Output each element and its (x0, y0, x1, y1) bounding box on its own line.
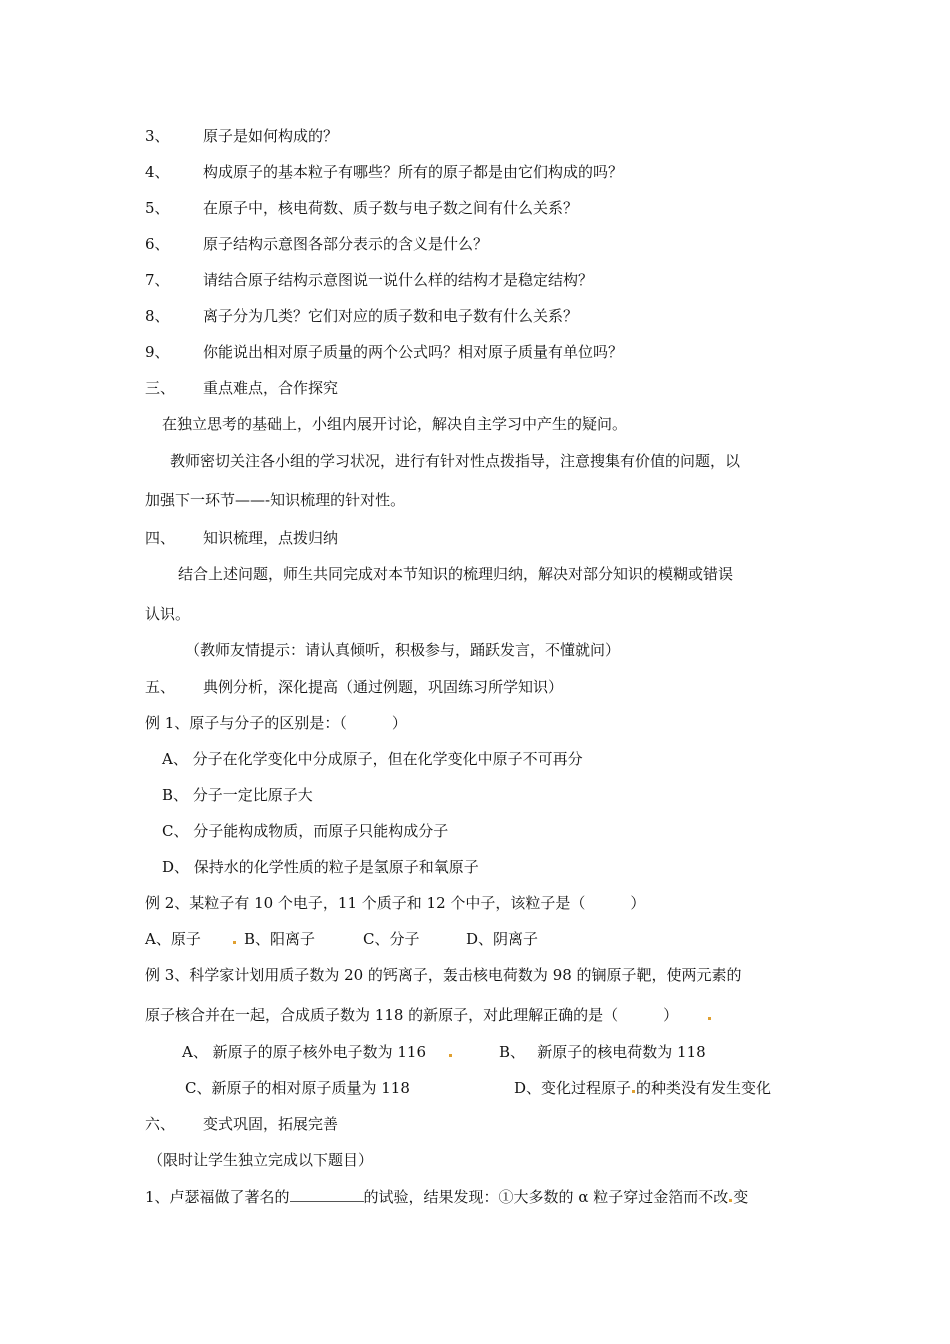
exercise-1 (145, 1187, 748, 1207)
question-text: 离子分为几类？它们对应的质子数和电子数有什么关系？ (203, 307, 579, 325)
option-d-part-1: D、变化过程原子 (514, 1079, 632, 1097)
mark-dot (729, 1199, 732, 1202)
example-3-option-c: C、新原子的相对原子质量为 118 (185, 1079, 410, 1097)
example-3-stem-line-2: 原子核合并在一起，合成质子数为 118 的新原子，对此理解正确的是（ ） (145, 1006, 679, 1024)
paragraph: （限时让学生独立完成以下题目） (148, 1151, 374, 1169)
answer-blank[interactable] (290, 1189, 364, 1202)
example-3-option-a: A、 新原子的原子核外电子数为 116 (182, 1043, 427, 1061)
question-number: 8、 (145, 307, 170, 325)
mark-dot (632, 1090, 635, 1093)
question-text: 请结合原子结构示意图说一说什么样的结构才是稳定结构？ (203, 271, 594, 289)
example-2-option-a: A、原子 (145, 930, 201, 948)
paragraph: 加强下一环节——-知识梳理的针对性。 (145, 491, 406, 509)
paragraph: 教师密切关注各小组的学习状况，进行有针对性点拨指导，注意搜集有价值的问题，以 (170, 452, 741, 470)
question-text: 在原子中，核电荷数、质子数与电子数之间有什么关系？ (203, 199, 579, 217)
teacher-tip: （教师友情提示：请认真倾听，积极参与，踊跃发言，不懂就问） (185, 641, 621, 659)
example-3-option-d (514, 1078, 771, 1098)
question-number: 5、 (145, 199, 170, 217)
section-number: 六、 (145, 1115, 176, 1133)
section-title: 知识梳理，点拨归纳 (203, 529, 339, 547)
question-text: 原子结构示意图各部分表示的含义是什么？ (203, 235, 489, 253)
mark-dot (448, 1042, 453, 1062)
example-2-option-c: C、分子 (363, 930, 420, 948)
example-2-option-b: B、阳离子 (244, 930, 316, 948)
example-3-option-b: B、 新原子的核电荷数为 118 (499, 1043, 706, 1061)
example-1-option-b: B、 分子一定比原子大 (162, 786, 313, 804)
section-number: 四、 (145, 529, 176, 547)
exercise-1-text-before: 1、卢瑟福做了著名的 (145, 1188, 290, 1206)
question-number: 4、 (145, 163, 170, 181)
paragraph: 认识。 (145, 605, 191, 623)
question-number: 7、 (145, 271, 170, 289)
example-1-option-c: C、 分子能构成物质，而原子只能构成分子 (162, 822, 449, 840)
example-2-option-d: D、阴离子 (466, 930, 539, 948)
question-text: 原子是如何构成的？ (203, 127, 339, 145)
paragraph: 在独立思考的基础上，小组内展开讨论，解决自主学习中产生的疑问。 (162, 415, 628, 433)
section-title: 典例分析，深化提高（通过例题，巩固练习所学知识） (203, 678, 564, 696)
example-1-stem: 例 1、原子与分子的区别是：（ ） (145, 714, 407, 732)
section-number: 五、 (145, 678, 176, 696)
example-1-option-d: D、 保持水的化学性质的粒子是氢原子和氧原子 (162, 858, 479, 876)
question-text: 构成原子的基本粒子有哪些？所有的原子都是由它们构成的吗？ (203, 163, 624, 181)
option-d-part-2: 的种类没有发生变化 (636, 1079, 772, 1097)
paragraph: 结合上述问题，师生共同完成对本节知识的梳理归纳，解决对部分知识的模糊或错误 (178, 565, 734, 583)
mark-dot (232, 929, 237, 949)
section-title: 变式巩固，拓展完善 (203, 1115, 339, 1133)
mark-dot (707, 1005, 712, 1025)
example-3-stem-line-1: 例 3、科学家计划用质子数为 20 的钙离子，轰击核电荷数为 98 的锎原子靶，使两元素的 (145, 966, 742, 984)
question-number: 3、 (145, 127, 170, 145)
example-2-stem: 例 2、某粒子有 10 个电子，11 个质子和 12 个中子，该粒子是（ ） (145, 894, 646, 912)
question-number: 9、 (145, 343, 170, 361)
question-number: 6、 (145, 235, 170, 253)
exercise-1-text-after: 的试验，结果发现：①大多数的 α 粒子穿过金箔而不改 (363, 1188, 729, 1206)
example-1-option-a: A、 分子在化学变化中分成原子，但在化学变化中原子不可再分 (162, 750, 583, 768)
section-title: 重点难点，合作探究 (203, 379, 339, 397)
question-text: 你能说出相对原子质量的两个公式吗？相对原子质量有单位吗？ (203, 343, 624, 361)
exercise-1-text-end: 变 (733, 1188, 749, 1206)
section-number: 三、 (145, 379, 176, 397)
